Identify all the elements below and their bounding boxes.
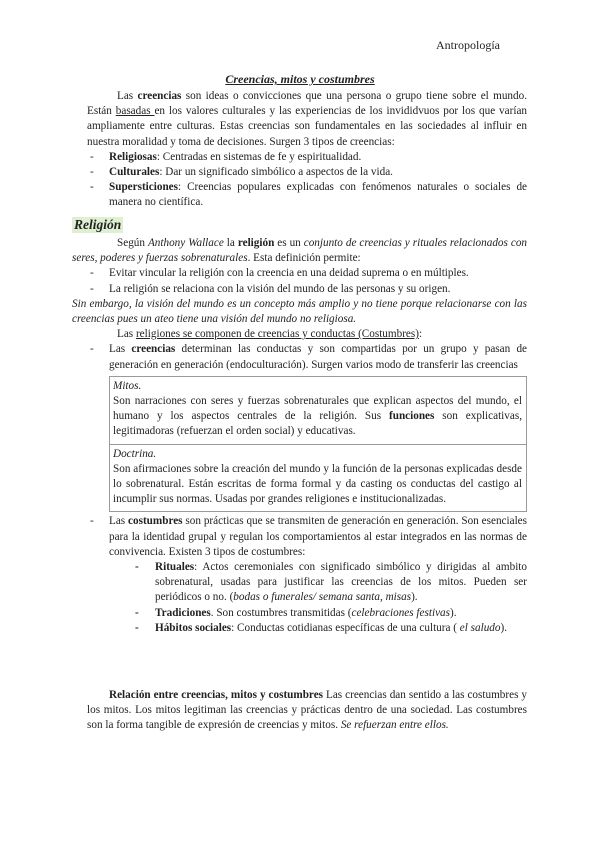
page-title: Creencias, mitos y costumbres xyxy=(225,72,375,86)
relation-paragraph: Relación entre creencias, mitos y costumbres Las creencias dan sentido a las costumbres y los mitos. Los mitos legitiman las creencias y prácticas dentro de una sociedad. Las costumbres son la forma tangible de expresión de creencias y mitos. Se refuerzan entre ellos. xyxy=(87,689,527,732)
religion-note: Sin embargo, la visión del mundo es un concepto más amplio y no tiene porque relacionarse con las creencias pues un ateo tiene una visión del mundo no religiosa. xyxy=(72,297,527,326)
list-item: - Tradiciones. Son costumbres transmitidas (celebraciones festivas). xyxy=(131,606,527,621)
components-list xyxy=(72,342,527,636)
list-item: - Hábitos sociales: Conductas cotidianas específicas de una cultura ( el saludo). xyxy=(131,621,527,636)
religion-section xyxy=(72,236,527,636)
list-item: - Evitar vincular la religión con la creencia en una deidad suprema o en múltiples. xyxy=(87,266,527,281)
doctrina-title: Doctrina. xyxy=(113,447,157,460)
list-item-costumbres: - Las costumbres son prácticas que se transmiten de generación en generación. Son esenciales para la identidad grupal y regulan los comportamientos al estar integrados en las normas de convivencia. Existen 3 tipos de costumbres: - Rituales: Actos ceremoniales con significado simbólico y dirigidas al ambito sobrenatural, usadas para justificar las creencias de los mitos. Pueden ser periódicos o no. (bodas o funerales/ semana santa, misas). - Tradiciones. Son costumbres transmitidas (celebraciones festivas). - Hábitos sociales: Conductas cotidianas específicas de una cultura ( el saludo). xyxy=(87,514,527,636)
underlined-basadas: basadas xyxy=(115,105,155,118)
belief-types-list xyxy=(87,150,527,211)
mitos-cell: Mitos. Son narraciones con seres y fuerzas sobrenaturales que explican aspectos del mundo, el humano y los aspectos centrales de la religión. Sus funciones son explicativas, legitimadoras (refuerzan el orden social) y educativas. xyxy=(113,379,522,438)
term-creencias: creencias xyxy=(137,90,182,102)
intro-section xyxy=(87,89,527,211)
mitos-title: Mitos. xyxy=(113,379,142,392)
list-item: - Religiosas: Centradas en sistemas de fe y espiritualidad. xyxy=(87,150,527,165)
list-item-creencias: - Las creencias determinan las conductas y son compartidas por un grupo y pasan de generación en generación (endoculturación). Surgen varios modo de transferir las creencias Mitos. Son narraciones con seres y fuerzas sobrenaturales que explican aspectos del mundo, el humano y los aspectos centrales de la religión. Sus funciones son explicativas, legitimadoras (refuerzan el orden social) y educativas. Doctrina. Son afirmaciones sobre la creación del mundo y la función de la personas explicadas desde lo sobrenatural. Están escritas de forma formal y da casting os conductas del castigo al incumplir sus normas. Usadas por grandes religiones e institucionalizadas. xyxy=(87,342,527,512)
list-item: - Supersticiones: Creencias populares explicadas con fenómenos naturales o sociales de manera no científica. xyxy=(87,180,527,210)
intro-paragraph: Las creencias son ideas o convicciones que una persona o grupo tiene sobre el mundo. Están basadas en los valores culturales y las experiencias de los invididvuos por los que varían ampliamente entre culturas. Estas creencias son fundamentales en las sociedades al influir en nuestra moralidad y toma de decisiones. Surgen 3 tipos de creencias: xyxy=(87,90,528,148)
components-line: Las religiones se componen de creencias y conductas (Costumbres): xyxy=(117,328,423,341)
doctrina-cell: Doctrina. Son afirmaciones sobre la creación del mundo y la función de la personas explicadas desde lo sobrenatural. Están escritas de forma formal y da casting os conductas del castigo al incumplir sus normas. Usadas por grandes religiones e institucionalizadas. xyxy=(110,444,526,512)
list-item: - Rituales: Actos ceremoniales con significado simbólico y dirigidas al ambito sobrenatural, usadas para justificar las creencias de los mitos. Pueden ser periódicos o no. (bodas o funerales/ semana santa, misas). xyxy=(131,560,527,606)
list-item: - Culturales: Dar un significado simbólico a aspectos de la vida. xyxy=(87,165,527,180)
list-item: - La religión se relaciona con la visión del mundo de las personas y su origen. xyxy=(87,282,527,297)
relation-section xyxy=(87,688,527,734)
religion-definition: Según Anthony Wallace la religión es un conjunto de creencias y rituales relacionados con seres, poderes y fuerzas sobrenaturales. Esta definición permite: xyxy=(72,237,528,265)
header-subject: Antropología xyxy=(436,38,500,52)
transfer-modes-box xyxy=(109,376,527,513)
custom-types-list xyxy=(109,560,527,636)
religion-points-list xyxy=(72,266,527,296)
section-heading-religion: Religión xyxy=(74,217,122,232)
